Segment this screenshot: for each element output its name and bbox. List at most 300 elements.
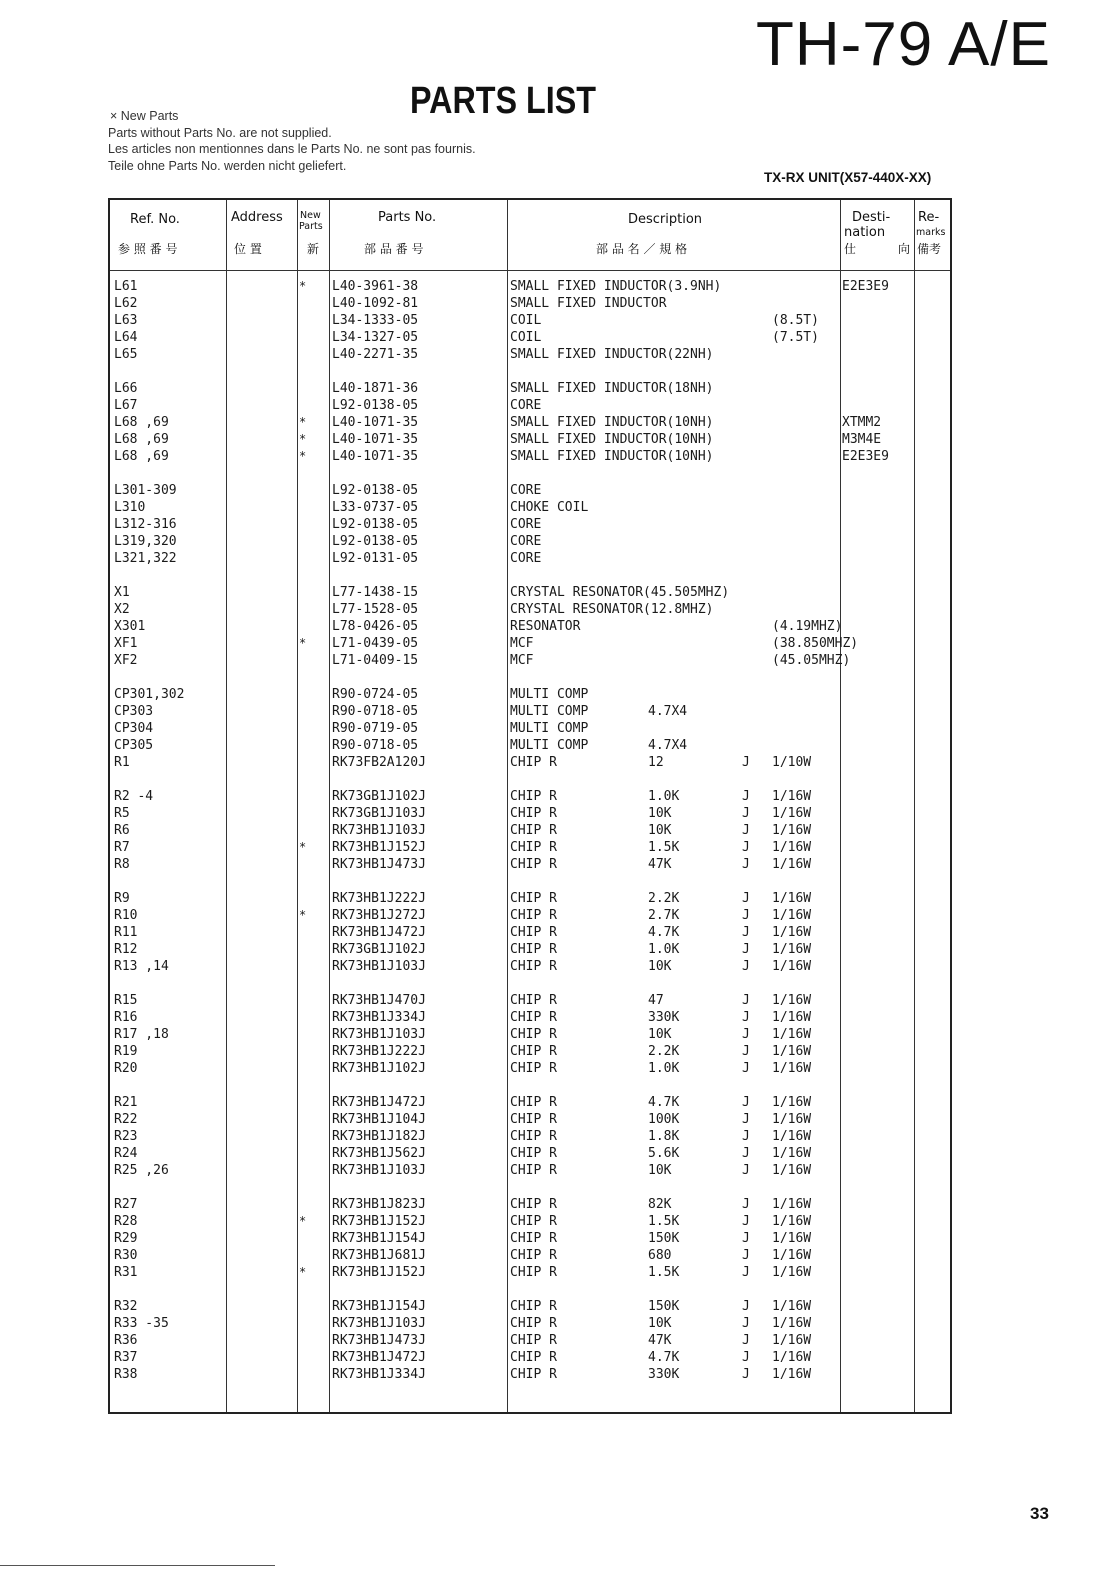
cell-val: 680 bbox=[648, 1248, 672, 1263]
table-row bbox=[110, 1247, 950, 1264]
cell-pow: 1/16W bbox=[772, 925, 812, 940]
cell-desc: CHIP R bbox=[510, 1214, 557, 1229]
table-row bbox=[110, 278, 950, 295]
cell-tol: J bbox=[742, 1027, 750, 1042]
cell-desc: CHIP R bbox=[510, 1010, 557, 1025]
cell-pow: 1/16W bbox=[772, 1197, 812, 1212]
cell-pow: (8.5T) bbox=[772, 313, 819, 328]
table-row bbox=[110, 482, 950, 499]
cell-desc: CHIP R bbox=[510, 1299, 557, 1314]
cell-tol: J bbox=[742, 1197, 750, 1212]
cell-val: 150K bbox=[648, 1231, 680, 1246]
cell-pn: R90-0719-05 bbox=[332, 721, 419, 736]
table-row bbox=[110, 754, 950, 771]
cell-tol: J bbox=[742, 1010, 750, 1025]
cell-desc: CHIP R bbox=[510, 1061, 557, 1076]
cell-pn: RK73GB1J102J bbox=[332, 942, 426, 957]
cell-desc: CORE bbox=[510, 398, 542, 413]
cell-pn: RK73HB1J103J bbox=[332, 1316, 426, 1331]
cell-pn: RK73HB1J272J bbox=[332, 908, 426, 923]
table-row bbox=[110, 652, 950, 669]
cell-pow: 1/16W bbox=[772, 1112, 812, 1127]
cell-ref: R7 bbox=[114, 840, 130, 855]
cell-val: 100K bbox=[648, 1112, 680, 1127]
cell-ref: L301-309 bbox=[114, 483, 177, 498]
table-row bbox=[110, 703, 950, 720]
footer-rule bbox=[0, 1565, 275, 1566]
cell-pn: RK73HB1J154J bbox=[332, 1231, 426, 1246]
cell-desc: CHOKE COIL bbox=[510, 500, 589, 515]
note-new-parts: × New Parts bbox=[110, 109, 179, 123]
cell-ref: R28 bbox=[114, 1214, 138, 1229]
cell-pn: L40-3961-38 bbox=[332, 279, 419, 294]
cell-desc: CHIP R bbox=[510, 823, 557, 838]
cell-desc: COIL bbox=[510, 313, 542, 328]
cell-new: * bbox=[299, 1265, 307, 1279]
cell-tol: J bbox=[742, 1265, 750, 1280]
header-address: Address bbox=[231, 210, 283, 225]
cell-pn: RK73HB1J334J bbox=[332, 1010, 426, 1025]
cell-ref: L312-316 bbox=[114, 517, 177, 532]
cell-dest: M3M4E bbox=[842, 432, 882, 447]
cell-pn: RK73HB1J103J bbox=[332, 1027, 426, 1042]
table-row bbox=[110, 414, 950, 431]
table-row bbox=[110, 1230, 950, 1247]
cell-pn: L77-1438-15 bbox=[332, 585, 419, 600]
cell-val: 12 bbox=[648, 755, 664, 770]
cell-pow: 1/16W bbox=[772, 1265, 812, 1280]
table-row bbox=[110, 856, 950, 873]
row-group bbox=[110, 482, 950, 567]
table-row bbox=[110, 822, 950, 839]
table-row bbox=[110, 1128, 950, 1145]
cell-pow: 1/16W bbox=[772, 908, 812, 923]
cell-tol: J bbox=[742, 1112, 750, 1127]
cell-desc: CHIP R bbox=[510, 857, 557, 872]
cell-pn: RK73HB1J152J bbox=[332, 1265, 426, 1280]
cell-ref: R20 bbox=[114, 1061, 138, 1076]
cell-new: * bbox=[299, 840, 307, 854]
cell-val: 4.7K bbox=[648, 925, 680, 940]
cell-desc: MCF bbox=[510, 636, 534, 651]
cell-desc: MULTI COMP bbox=[510, 738, 589, 753]
cell-val: 1.8K bbox=[648, 1129, 680, 1144]
cell-pn: L34-1327-05 bbox=[332, 330, 419, 345]
cell-new: * bbox=[299, 908, 307, 922]
table-row bbox=[110, 788, 950, 805]
cell-pow: 1/16W bbox=[772, 806, 812, 821]
cell-ref: XF1 bbox=[114, 636, 138, 651]
cell-val: 330K bbox=[648, 1010, 680, 1025]
cell-pow: 1/16W bbox=[772, 1350, 812, 1365]
cell-desc: CRYSTAL RESONATOR(45.505MHZ) bbox=[510, 585, 730, 600]
cell-new: * bbox=[299, 279, 307, 293]
cell-ref: X2 bbox=[114, 602, 130, 617]
table-row bbox=[110, 686, 950, 703]
table-row bbox=[110, 1315, 950, 1332]
cell-pn: RK73HB1J681J bbox=[332, 1248, 426, 1263]
cell-desc: CHIP R bbox=[510, 1095, 557, 1110]
cell-dest: E2E3E9 bbox=[842, 449, 889, 464]
cell-ref: R2 -4 bbox=[114, 789, 154, 804]
cell-pow: (7.5T) bbox=[772, 330, 819, 345]
table-row bbox=[110, 1298, 950, 1315]
model-title: TH-79 A/E bbox=[756, 10, 1051, 79]
table-row bbox=[110, 805, 950, 822]
table-row bbox=[110, 1349, 950, 1366]
table-row bbox=[110, 1060, 950, 1077]
table-row bbox=[110, 1366, 950, 1383]
cell-desc: CHIP R bbox=[510, 1248, 557, 1263]
table-row bbox=[110, 448, 950, 465]
cell-desc: CHIP R bbox=[510, 959, 557, 974]
cell-pow: 1/16W bbox=[772, 1316, 812, 1331]
cell-new: * bbox=[299, 449, 307, 463]
cell-ref: R8 bbox=[114, 857, 130, 872]
cell-desc: CHIP R bbox=[510, 993, 557, 1008]
header-destination-2: nation bbox=[844, 225, 886, 240]
cell-ref: R33 -35 bbox=[114, 1316, 169, 1331]
cell-pow: 1/16W bbox=[772, 1061, 812, 1076]
cell-pn: L40-1871-36 bbox=[332, 381, 419, 396]
cell-ref: R22 bbox=[114, 1112, 138, 1127]
cell-tol: J bbox=[742, 925, 750, 940]
cell-tol: J bbox=[742, 1095, 750, 1110]
cell-pn: R90-0718-05 bbox=[332, 704, 419, 719]
page-number: 33 bbox=[1030, 1504, 1049, 1523]
cell-ref: R15 bbox=[114, 993, 138, 1008]
cell-ref: R30 bbox=[114, 1248, 138, 1263]
cell-val: 4.7K bbox=[648, 1095, 680, 1110]
cell-ref: R29 bbox=[114, 1231, 138, 1246]
cell-tol: J bbox=[742, 1129, 750, 1144]
cell-pn: RK73HB1J472J bbox=[332, 1095, 426, 1110]
cell-ref: L65 bbox=[114, 347, 138, 362]
header-ref: Ref. No. bbox=[130, 212, 180, 227]
row-group bbox=[110, 380, 950, 465]
cell-val: 330K bbox=[648, 1367, 680, 1382]
row-group bbox=[110, 1298, 950, 1383]
cell-tol: J bbox=[742, 789, 750, 804]
cell-pow: 1/16W bbox=[772, 857, 812, 872]
cell-pn: RK73HB1J472J bbox=[332, 925, 426, 940]
header-destination-jp: 仕 bbox=[844, 242, 857, 256]
cell-ref: X301 bbox=[114, 619, 146, 634]
header-destination-jp-2: 向 bbox=[898, 242, 911, 256]
cell-desc: SMALL FIXED INDUCTOR(22NH) bbox=[510, 347, 714, 362]
table-row bbox=[110, 499, 950, 516]
cell-desc: SMALL FIXED INDUCTOR(10NH) bbox=[510, 415, 714, 430]
cell-tol: J bbox=[742, 1146, 750, 1161]
cell-new: * bbox=[299, 636, 307, 650]
cell-pn: L92-0131-05 bbox=[332, 551, 419, 566]
table-row bbox=[110, 907, 950, 924]
cell-desc: CHIP R bbox=[510, 1231, 557, 1246]
cell-ref: L63 bbox=[114, 313, 138, 328]
cell-desc: CHIP R bbox=[510, 908, 557, 923]
cell-desc: CHIP R bbox=[510, 1350, 557, 1365]
cell-pow: 1/16W bbox=[772, 942, 812, 957]
cell-ref: R17 ,18 bbox=[114, 1027, 169, 1042]
row-group bbox=[110, 1196, 950, 1281]
cell-tol: J bbox=[742, 1316, 750, 1331]
cell-pn: RK73HB1J562J bbox=[332, 1146, 426, 1161]
cell-desc: CHIP R bbox=[510, 1146, 557, 1161]
table-row bbox=[110, 1213, 950, 1230]
cell-desc: CORE bbox=[510, 483, 542, 498]
cell-desc: CHIP R bbox=[510, 1367, 557, 1382]
cell-val: 2.7K bbox=[648, 908, 680, 923]
table-row bbox=[110, 431, 950, 448]
cell-desc: MULTI COMP bbox=[510, 721, 589, 736]
cell-tol: J bbox=[742, 1214, 750, 1229]
cell-ref: CP304 bbox=[114, 721, 154, 736]
header-parts-no-jp: 部 品 番 号 bbox=[364, 242, 424, 256]
cell-desc: CHIP R bbox=[510, 1333, 557, 1348]
table-row bbox=[110, 380, 950, 397]
cell-new: * bbox=[299, 1214, 307, 1228]
header-remarks-2: marks bbox=[916, 227, 946, 238]
cell-dest: E2E3E9 bbox=[842, 279, 889, 294]
cell-ref: R12 bbox=[114, 942, 138, 957]
cell-pn: L78-0426-05 bbox=[332, 619, 419, 634]
cell-tol: J bbox=[742, 840, 750, 855]
cell-val: 4.7K bbox=[648, 1350, 680, 1365]
table-row bbox=[110, 941, 950, 958]
table-row bbox=[110, 346, 950, 363]
header-new-parts: Parts bbox=[299, 221, 323, 232]
cell-desc: CHIP R bbox=[510, 891, 557, 906]
cell-val: 1.0K bbox=[648, 942, 680, 957]
cell-pn: L40-2271-35 bbox=[332, 347, 419, 362]
cell-tol: J bbox=[742, 755, 750, 770]
table-row bbox=[110, 295, 950, 312]
cell-val: 1.0K bbox=[648, 789, 680, 804]
cell-pow: 1/16W bbox=[772, 1027, 812, 1042]
cell-ref: CP303 bbox=[114, 704, 154, 719]
cell-ref: R10 bbox=[114, 908, 138, 923]
table-row bbox=[110, 958, 950, 975]
cell-pow: 1/16W bbox=[772, 1231, 812, 1246]
cell-pow: 1/16W bbox=[772, 823, 812, 838]
cell-ref: L68 ,69 bbox=[114, 449, 169, 464]
cell-desc: RESONATOR bbox=[510, 619, 581, 634]
cell-ref: L321,322 bbox=[114, 551, 177, 566]
cell-tol: J bbox=[742, 1231, 750, 1246]
table-row bbox=[110, 1264, 950, 1281]
cell-ref: R31 bbox=[114, 1265, 138, 1280]
cell-dest: XTMM2 bbox=[842, 415, 882, 430]
cell-pn: RK73HB1J473J bbox=[332, 857, 426, 872]
cell-tol: J bbox=[742, 993, 750, 1008]
cell-desc: SMALL FIXED INDUCTOR(3.9NH) bbox=[510, 279, 722, 294]
cell-desc: CHIP R bbox=[510, 925, 557, 940]
cell-pow: 1/16W bbox=[772, 1248, 812, 1263]
cell-pn: L92-0138-05 bbox=[332, 398, 419, 413]
cell-ref: R19 bbox=[114, 1044, 138, 1059]
cell-ref: R1 bbox=[114, 755, 130, 770]
cell-desc: CORE bbox=[510, 534, 542, 549]
cell-val: 82K bbox=[648, 1197, 672, 1212]
cell-pn: R90-0718-05 bbox=[332, 738, 419, 753]
row-group bbox=[110, 278, 950, 363]
notes-block bbox=[108, 108, 476, 174]
cell-pn: L71-0409-15 bbox=[332, 653, 419, 668]
cell-pn: RK73HB1J334J bbox=[332, 1367, 426, 1382]
cell-val: 10K bbox=[648, 1316, 672, 1331]
cell-pn: RK73HB1J152J bbox=[332, 1214, 426, 1229]
cell-pn: L92-0138-05 bbox=[332, 534, 419, 549]
cell-desc: MCF bbox=[510, 653, 534, 668]
table-row bbox=[110, 533, 950, 550]
cell-ref: R6 bbox=[114, 823, 130, 838]
cell-ref: R36 bbox=[114, 1333, 138, 1348]
cell-pow: 1/16W bbox=[772, 840, 812, 855]
header-divider bbox=[110, 270, 950, 271]
cell-desc: CORE bbox=[510, 551, 542, 566]
table-row bbox=[110, 924, 950, 941]
cell-pn: L34-1333-05 bbox=[332, 313, 419, 328]
cell-pn: L40-1071-35 bbox=[332, 449, 419, 464]
table-row bbox=[110, 312, 950, 329]
page-title: PARTS LIST bbox=[410, 80, 597, 122]
cell-val: 1.5K bbox=[648, 840, 680, 855]
cell-ref: L319,320 bbox=[114, 534, 177, 549]
row-group bbox=[110, 1094, 950, 1179]
cell-tol: J bbox=[742, 823, 750, 838]
header-new: New bbox=[300, 210, 321, 221]
cell-ref: R11 bbox=[114, 925, 138, 940]
note-german: Teile ohne Parts No. werden nicht geliefert. bbox=[108, 158, 347, 173]
cell-pn: L40-1071-35 bbox=[332, 432, 419, 447]
table-row bbox=[110, 601, 950, 618]
cell-ref: L61 bbox=[114, 279, 138, 294]
cell-ref: XF2 bbox=[114, 653, 138, 668]
cell-desc: CHIP R bbox=[510, 755, 557, 770]
cell-tol: J bbox=[742, 1163, 750, 1178]
cell-ref: L67 bbox=[114, 398, 138, 413]
cell-tol: J bbox=[742, 1333, 750, 1348]
cell-pn: RK73HB1J103J bbox=[332, 959, 426, 974]
table-row bbox=[110, 720, 950, 737]
table-row bbox=[110, 1332, 950, 1349]
cell-desc: MULTI COMP bbox=[510, 704, 589, 719]
cell-tol: J bbox=[742, 806, 750, 821]
cell-ref: L62 bbox=[114, 296, 138, 311]
cell-pow: 1/16W bbox=[772, 1146, 812, 1161]
cell-pow: 1/16W bbox=[772, 891, 812, 906]
header-address-jp: 位 置 bbox=[234, 242, 262, 256]
cell-ref: L64 bbox=[114, 330, 138, 345]
cell-val: 47K bbox=[648, 857, 672, 872]
cell-pn: RK73HB1J222J bbox=[332, 1044, 426, 1059]
cell-pow: (45.05MHZ) bbox=[772, 653, 851, 668]
cell-desc: CHIP R bbox=[510, 1129, 557, 1144]
cell-pow: 1/16W bbox=[772, 1333, 812, 1348]
cell-ref: R16 bbox=[114, 1010, 138, 1025]
header-description: Description bbox=[628, 212, 703, 227]
cell-pn: L71-0439-05 bbox=[332, 636, 419, 651]
cell-pow: 1/16W bbox=[772, 1044, 812, 1059]
cell-val: 10K bbox=[648, 1163, 672, 1178]
table-row bbox=[110, 550, 950, 567]
cell-tol: J bbox=[742, 942, 750, 957]
cell-pn: L92-0138-05 bbox=[332, 483, 419, 498]
cell-ref: R21 bbox=[114, 1095, 138, 1110]
cell-desc: CHIP R bbox=[510, 1265, 557, 1280]
cell-pn: L33-0737-05 bbox=[332, 500, 419, 515]
cell-ref: R32 bbox=[114, 1299, 138, 1314]
cell-desc: CHIP R bbox=[510, 806, 557, 821]
cell-pow: 1/16W bbox=[772, 959, 812, 974]
table-row bbox=[110, 397, 950, 414]
cell-pow: 1/16W bbox=[772, 1214, 812, 1229]
cell-tol: J bbox=[742, 908, 750, 923]
cell-pn: RK73HB1J823J bbox=[332, 1197, 426, 1212]
cell-val: 4.7X4 bbox=[648, 738, 688, 753]
table-row bbox=[110, 992, 950, 1009]
cell-new: * bbox=[299, 432, 307, 446]
cell-pn: L40-1071-35 bbox=[332, 415, 419, 430]
cell-ref: R9 bbox=[114, 891, 130, 906]
table-row bbox=[110, 737, 950, 754]
note-english: Parts without Parts No. are not supplied. bbox=[108, 125, 332, 140]
table-row bbox=[110, 1094, 950, 1111]
cell-pn: L77-1528-05 bbox=[332, 602, 419, 617]
cell-desc: CHIP R bbox=[510, 1316, 557, 1331]
cell-pow: 1/10W bbox=[772, 755, 812, 770]
table-row bbox=[110, 1043, 950, 1060]
row-group bbox=[110, 992, 950, 1077]
cell-pow: 1/16W bbox=[772, 1367, 812, 1382]
cell-desc: SMALL FIXED INDUCTOR bbox=[510, 296, 667, 311]
cell-pn: L92-0138-05 bbox=[332, 517, 419, 532]
cell-ref: CP305 bbox=[114, 738, 154, 753]
cell-desc: SMALL FIXED INDUCTOR(10NH) bbox=[510, 449, 714, 464]
cell-ref: R23 bbox=[114, 1129, 138, 1144]
cell-val: 47K bbox=[648, 1333, 672, 1348]
cell-ref: R24 bbox=[114, 1146, 138, 1161]
cell-val: 47 bbox=[648, 993, 664, 1008]
cell-pn: RK73HB1J152J bbox=[332, 840, 426, 855]
cell-pow: 1/16W bbox=[772, 1163, 812, 1178]
cell-desc: CHIP R bbox=[510, 942, 557, 957]
table-row bbox=[110, 1026, 950, 1043]
cell-desc: CHIP R bbox=[510, 1163, 557, 1178]
cell-tol: J bbox=[742, 857, 750, 872]
cell-pow: (4.19MHZ) bbox=[772, 619, 843, 634]
cell-val: 1.0K bbox=[648, 1061, 680, 1076]
cell-ref: R5 bbox=[114, 806, 130, 821]
cell-ref: L66 bbox=[114, 381, 138, 396]
cell-pn: RK73HB1J473J bbox=[332, 1333, 426, 1348]
table-row bbox=[110, 1162, 950, 1179]
cell-val: 10K bbox=[648, 806, 672, 821]
header-remarks: Re- bbox=[918, 210, 940, 225]
header-ref-jp: 参 照 番 号 bbox=[118, 242, 178, 256]
cell-val: 10K bbox=[648, 1027, 672, 1042]
cell-desc: CHIP R bbox=[510, 789, 557, 804]
table-row bbox=[110, 839, 950, 856]
cell-desc: CORE bbox=[510, 517, 542, 532]
cell-pn: RK73HB1J103J bbox=[332, 823, 426, 838]
table-row bbox=[110, 516, 950, 533]
cell-desc: SMALL FIXED INDUCTOR(18NH) bbox=[510, 381, 714, 396]
table-row bbox=[110, 1145, 950, 1162]
cell-pow: 1/16W bbox=[772, 789, 812, 804]
cell-val: 5.6K bbox=[648, 1146, 680, 1161]
cell-pow: (38.850MHZ) bbox=[772, 636, 859, 651]
